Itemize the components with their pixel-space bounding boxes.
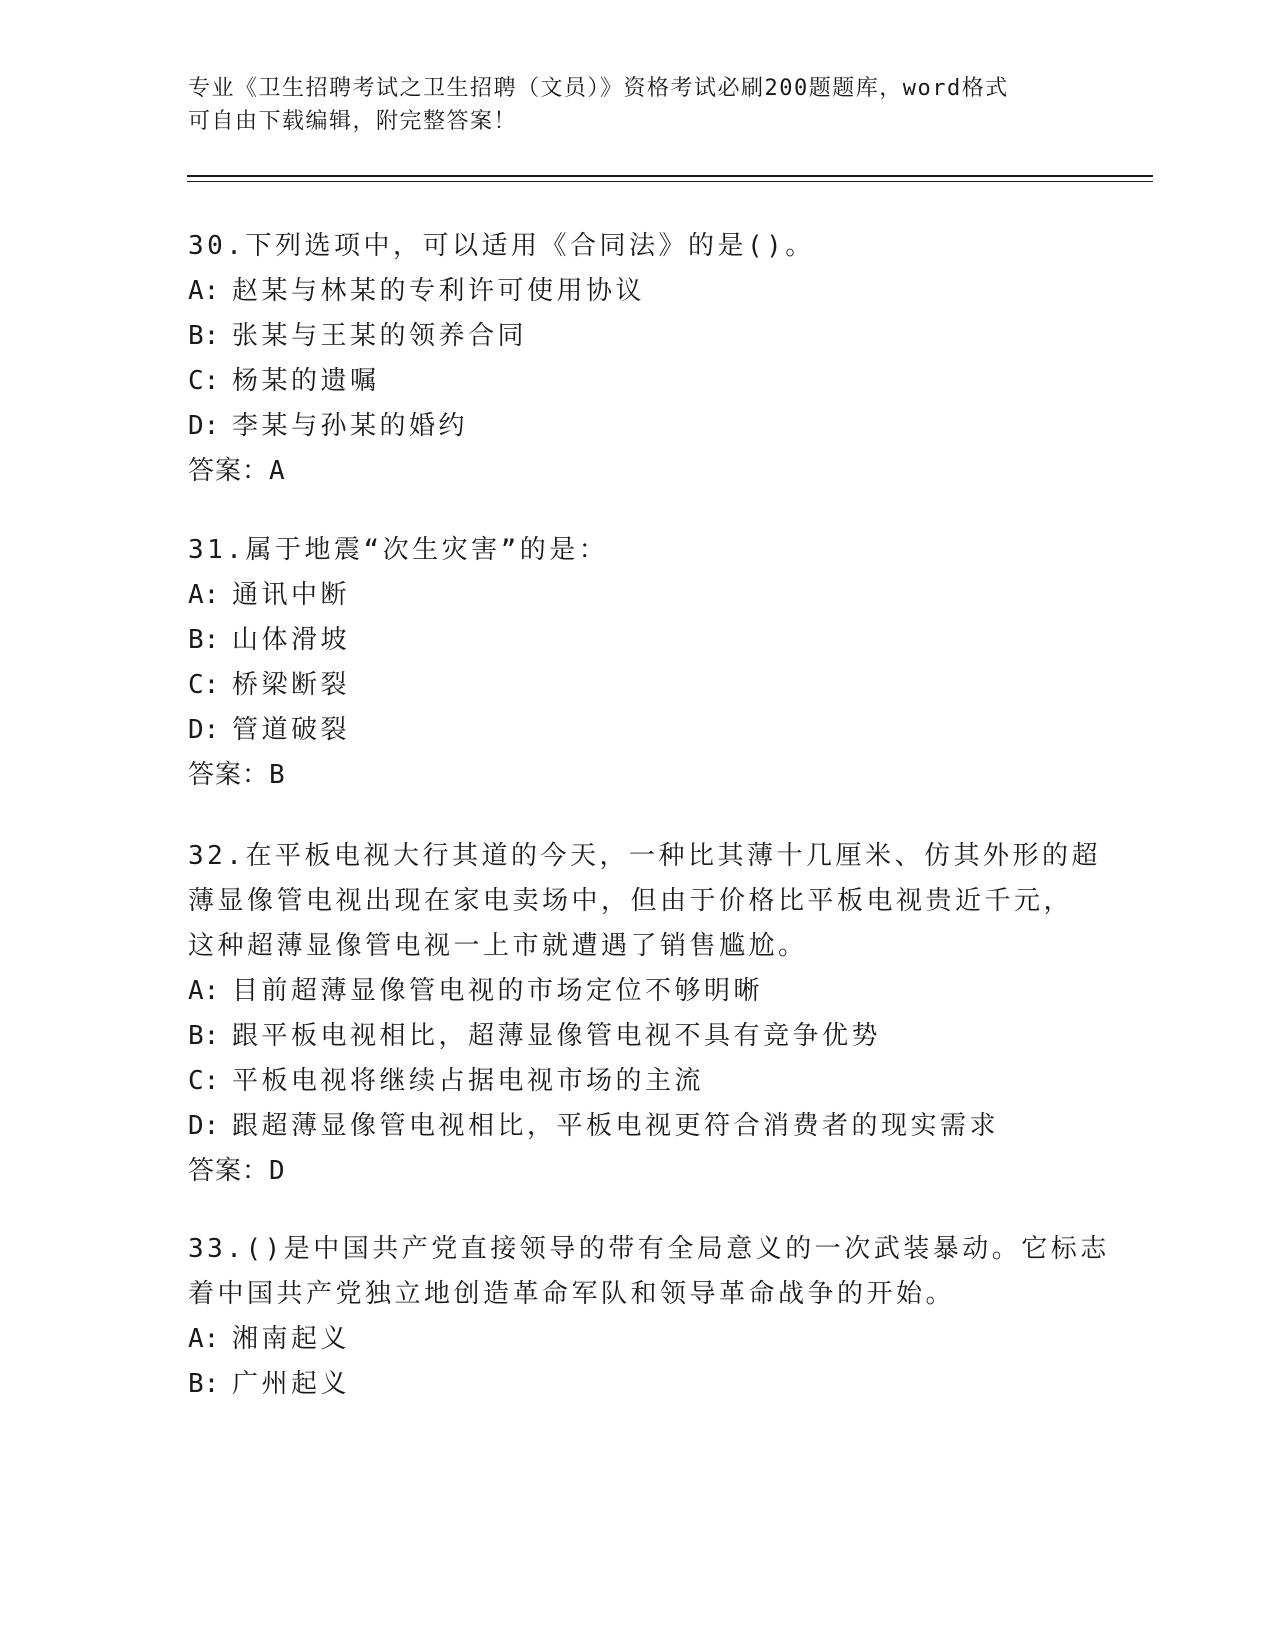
option-key: C:	[188, 366, 220, 396]
answer-label: 答案：	[188, 760, 270, 790]
header-divider-thin	[187, 181, 1153, 182]
option-b	[188, 618, 1088, 663]
question-33	[188, 1227, 1110, 1407]
option-text: 跟超薄显像管电视相比，平板电视更符合消费者的现实需求	[232, 1111, 1000, 1141]
stem-line: 30.下列选项中，可以适用《合同法》的是()。	[188, 231, 815, 261]
option-key: B:	[188, 1021, 220, 1051]
answer-line	[188, 449, 1088, 494]
answer-label: 答案：	[188, 1156, 270, 1186]
option-c	[188, 663, 1088, 708]
option-text: 管道破裂	[232, 715, 351, 745]
option-text: 山体滑坡	[232, 625, 351, 655]
question-31	[188, 528, 1088, 798]
answer-line	[188, 1149, 1088, 1194]
option-key: B:	[188, 321, 220, 351]
answer-line	[188, 753, 1088, 798]
option-text: 桥梁断裂	[232, 670, 351, 700]
option-a	[188, 969, 1088, 1014]
stem-line: 这种超薄显像管电视一上市就遭遇了销售尴尬。	[188, 931, 808, 961]
stem-line: 薄显像管电视出现在家电卖场中，但由于价格比平板电视贵近千元，	[188, 886, 1074, 916]
option-text: 杨某的遗嘱	[232, 366, 380, 396]
option-d	[188, 404, 1088, 449]
question-32	[188, 834, 1101, 1194]
option-b	[188, 314, 1088, 359]
stem-line: 着中国共产党独立地创造革命军队和领导革命战争的开始。	[188, 1279, 956, 1309]
option-key: B:	[188, 1369, 220, 1399]
document-header	[188, 72, 1088, 138]
option-text: 赵某与林某的专利许可使用协议	[232, 276, 646, 306]
option-b	[188, 1362, 1088, 1407]
option-key: D:	[188, 411, 220, 441]
header-line-1: 专业《卫生招聘考试之卫生招聘（文员）》资格考试必刷200题题库，word格式	[188, 76, 1009, 101]
option-text: 目前超薄显像管电视的市场定位不够明晰	[232, 976, 764, 1006]
option-d	[188, 1104, 1088, 1149]
option-c	[188, 359, 1088, 404]
option-key: A:	[188, 276, 220, 306]
option-key: D:	[188, 715, 220, 745]
option-a	[188, 269, 1088, 314]
answer-value: A	[269, 456, 286, 486]
header-line-2: 可自由下载编辑，附完整答案！	[188, 109, 518, 134]
option-b	[188, 1014, 1088, 1059]
option-text: 平板电视将继续占据电视市场的主流	[232, 1066, 705, 1096]
answer-label: 答案：	[188, 456, 270, 486]
option-text: 通讯中断	[232, 580, 351, 610]
header-divider-thick	[187, 175, 1153, 177]
question-stem	[188, 834, 1101, 969]
option-text: 跟平板电视相比，超薄显像管电视不具有竞争优势	[232, 1021, 882, 1051]
option-text: 李某与孙某的婚约	[232, 411, 469, 441]
option-a	[188, 573, 1088, 618]
option-key: C:	[188, 1066, 220, 1096]
question-stem	[188, 1227, 1110, 1317]
option-key: D:	[188, 1111, 220, 1141]
question-stem	[188, 224, 1088, 269]
option-key: A:	[188, 1324, 220, 1354]
stem-line: 32.在平板电视大行其道的今天，一种比其薄十几厘米、仿其外形的超	[188, 841, 1101, 871]
option-text: 张某与王某的领养合同	[232, 321, 528, 351]
option-key: B:	[188, 625, 220, 655]
option-key: A:	[188, 580, 220, 610]
option-a	[188, 1317, 1088, 1362]
answer-value: D	[269, 1156, 286, 1186]
option-text: 广州起义	[232, 1369, 351, 1399]
stem-line: 31.属于地震“次生灾害”的是：	[188, 535, 609, 565]
option-c	[188, 1059, 1088, 1104]
option-d	[188, 708, 1088, 753]
stem-line: 33.()是中国共产党直接领导的带有全局意义的一次武装暴动。它标志	[188, 1234, 1110, 1264]
question-30	[188, 224, 1088, 494]
option-key: C:	[188, 670, 220, 700]
question-stem	[188, 528, 1088, 573]
answer-value: B	[269, 760, 286, 790]
option-key: A:	[188, 976, 220, 1006]
option-text: 湘南起义	[232, 1324, 351, 1354]
